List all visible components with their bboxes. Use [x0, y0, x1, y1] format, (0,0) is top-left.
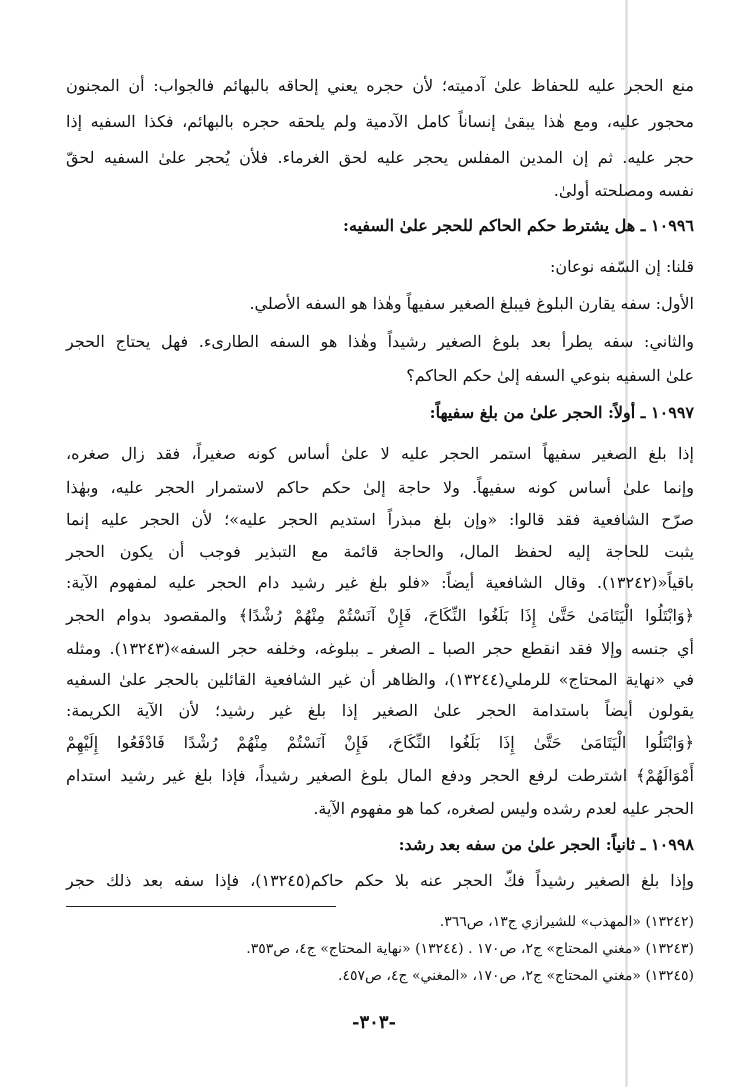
footnote: (١٣٢٤٣) «مغني المحتاج» ج٢، ص١٧٠ . (١٣٢٤٤) «نهاية المحتاج» ج٤، ص٣٥٣. [246, 941, 694, 957]
text-line: وإذا بلغ الصغير رشيداً فكّ الحجر عنه بلا حكم حاكم(١٣٢٤٥)، فإذا سفه بعد ذلك حجر [66, 871, 695, 890]
text-line: أَمْوَالَهُمْ﴾ اشترطت لرفع الحجر ودفع المال بلوغ الصغير رشيداً، فإذا بلغ غير رشيد استدام [66, 766, 694, 785]
footnote: (١٣٢٤٢) «المهذب» للشيرازي ج١٣، ص٣٦٦. [439, 914, 694, 930]
text-line: صرّح الشافعية فقد قالوا: «وإن بلغ مبذراً استديم الحجر عليه»؛ لأن الحجر عليه إنما [66, 510, 695, 529]
text-line: في «نهاية المحتاج» للرملي(١٣٢٤٤)، والظاهر أن غير الشافعية القائلين بالحجر علىٰ السفيه [66, 670, 694, 689]
quran-verse-line: ﴿وَابْتَلُوا الْيَتَامَىٰ حَتَّىٰ إِذَا بَلَغُوا النِّكَاحَ، فَإِنْ آنَسْتُمْ مِنْهُمْ رُشْدًا﴾ والمقصود بدوام الحجر [66, 606, 694, 625]
text-line: والثاني: سفه يطرأ بعد بلوغ الصغير رشيداً وهٰذا هو السفه الطارىء. فهل يحتاج الحجر [66, 332, 694, 351]
text-line: نفسه ومصلحته أولىٰ. [553, 181, 694, 200]
footnote-separator [66, 906, 336, 907]
text-line: الحجر عليه لعدم رشده وليس لصغره، كما هو مفهوم الآية. [313, 799, 694, 818]
page-number: -٣٠٣- [352, 1012, 396, 1033]
text-line: منع الحجر عليه للحفاظ علىٰ آدميته؛ لأن حجره يعني إلحاقه بالبهائم فالجواب: أن المجنون [66, 76, 694, 95]
section-heading: ١٠٩٩٨ ـ ثانياً: الحجر علىٰ من سفه بعد رشد: [398, 835, 694, 854]
text-line: الأول: سفه يقارن البلوغ فيبلغ الصغير سفيهاً وهٰذا هو السفه الأصلي. [249, 294, 694, 313]
text-line: يثبت للحاجة إليه لحفظ المال، والحاجة قائمة مع التبذير فوجب أن يكون الحجر [66, 542, 694, 561]
text-line: محجور عليه، ومع هٰذا يبقىٰ إنساناً كامل الآدمية ولم يلحقه حجره بالبهائم، فكذا السفيه إذا [66, 112, 695, 131]
text-line: وإنما علىٰ أساس كونه سفيهاً. ولا حاجة إلىٰ حكم حاكم لاستمرار الحجر عليه، وبهٰذا [66, 478, 694, 497]
quran-verse-line: ﴿وَابْتَلُوا الْيَتَامَىٰ حَتَّىٰ إِذَا بَلَغُوا النِّكَاحَ، فَإِنْ آنَسْتُمْ مِنْهُمْ رُشْدًا فَادْفَعُوا إِلَيْهِمْ [66, 733, 695, 752]
text-line: علىٰ السفيه بنوعي السفه إلىٰ حكم الحاكم؟ [406, 366, 694, 385]
text-line: أي جنسه وإلا فقد انقطع حجر الصبا ـ الصغر ـ ببلوغه، وخلفه حجر السفه»(١٣٢٤٣). ومثله [66, 639, 694, 658]
text-line: حجر عليه. ثم إن المدين المفلس يحجر عليه لحق الغرماء. فلأن يُحجر علىٰ السفيه لحقّ [66, 148, 694, 167]
footnote: (١٣٢٤٥) «مغني المحتاج» ج٢، ص١٧٠، «المغني» ج٤، ص٤٥٧. [338, 968, 694, 984]
section-heading: ١٠٩٩٧ ـ أولاً: الحجر علىٰ من بلغ سفيهاً: [429, 403, 694, 422]
text-line: إذا بلغ الصغير سفيهاً استمر الحجر عليه لا علىٰ أساس كونه صغيراً، فقد زال صغره، [66, 444, 695, 463]
text-line: يقولون أيضاً باستدامة الحجر علىٰ الصغير إذا بلغ غير رشيد؛ لأن الآية الكريمة: [66, 701, 694, 720]
text-line: قلنا: إن السّفه نوعان: [549, 257, 694, 276]
section-heading: ١٠٩٩٦ ـ هل يشترط حكم الحاكم للحجر علىٰ السفيه: [343, 216, 694, 235]
text-line: باقياً«(١٣٢٤٢). وقال الشافعية أيضاً: «فلو بلغ غير رشيد دام الحجر عليه لمفهوم الآية: [66, 573, 694, 592]
